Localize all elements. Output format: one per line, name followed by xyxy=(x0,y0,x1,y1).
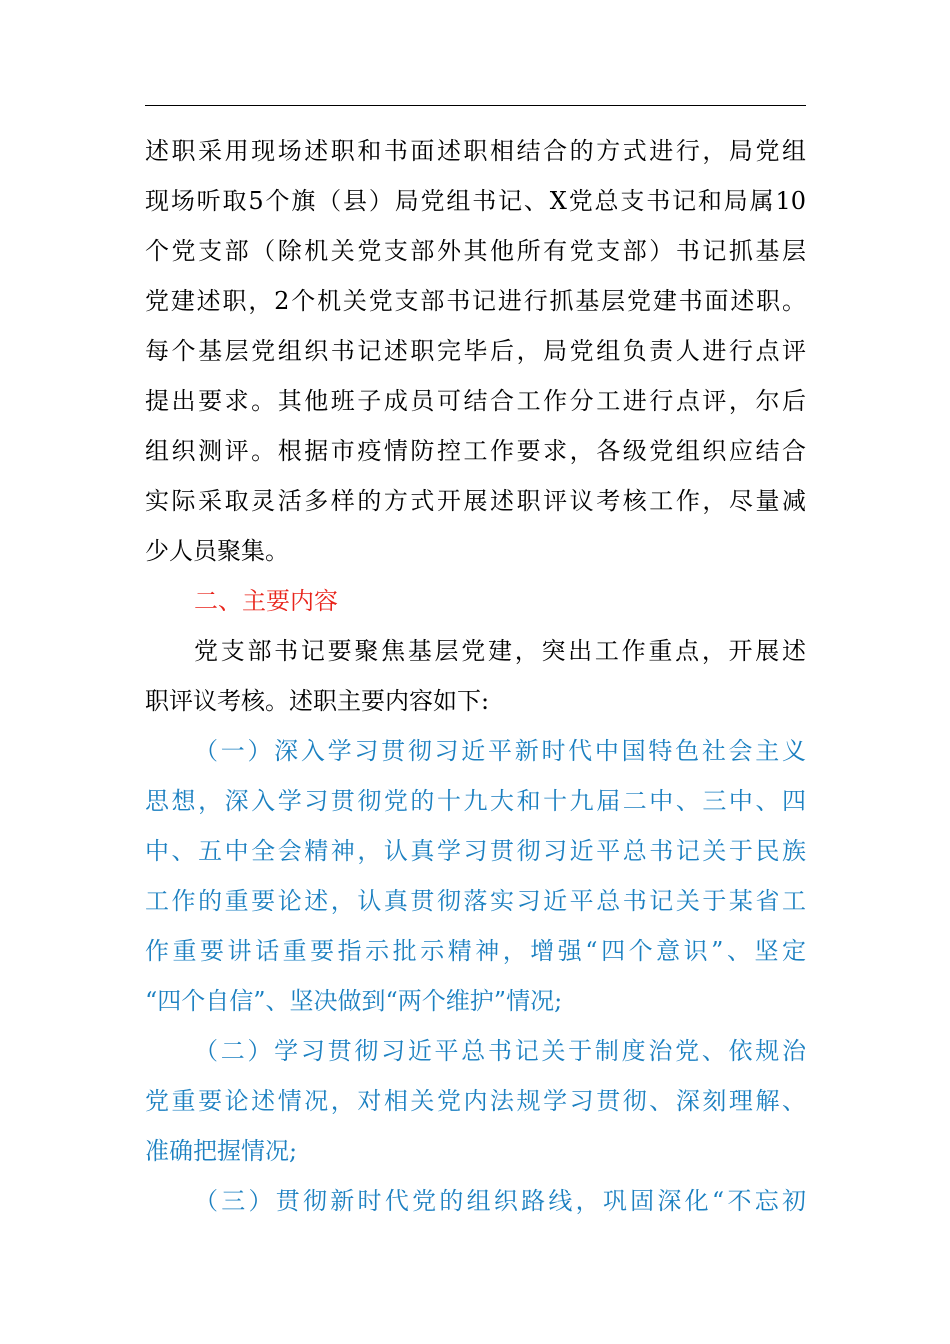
item-line: 中、五中全会精神，认真学习贯彻习近平总书记关于民族 xyxy=(145,837,806,865)
item-line: 党重要论述情况，对相关党内法规学习贯彻、深刻理解、 xyxy=(145,1087,806,1115)
body-line: 每个基层党组织书记述职完毕后，局党组负责人进行点评 xyxy=(145,337,806,365)
body-line: 实际采取灵活多样的方式开展述职评议考核工作，尽量减 xyxy=(145,487,806,515)
body-line: 提出要求。其他班子成员可结合工作分工进行点评，尔后 xyxy=(145,387,806,415)
body-line: 党建述职，2个机关党支部书记进行抓基层党建书面述职。 xyxy=(145,287,806,315)
section-heading: 二、主要内容 xyxy=(194,587,338,615)
body-line: 职评议考核。述职主要内容如下: xyxy=(145,687,490,715)
item-line: 思想，深入学习贯彻党的十九大和十九届二中、三中、四 xyxy=(145,787,806,815)
body-line: 现场听取5个旗（县）局党组书记、X党总支书记和局属10 xyxy=(145,187,806,215)
item-line: （三）贯彻新时代党的组织路线，巩固深化“不忘初 xyxy=(194,1187,806,1215)
body-line: 党支部书记要聚焦基层党建，突出工作重点，开展述 xyxy=(194,637,806,665)
item-line: 工作的重要论述，认真贯彻落实习近平总书记关于某省工 xyxy=(145,887,806,915)
document-body xyxy=(145,126,806,1226)
body-line: 个党支部（除机关党支部外其他所有党支部）书记抓基层 xyxy=(145,237,806,265)
header-rule xyxy=(145,105,806,106)
body-line: 组织测评。根据市疫情防控工作要求，各级党组织应结合 xyxy=(145,437,806,465)
item-line: （一）深入学习贯彻习近平新时代中国特色社会主义 xyxy=(194,737,806,765)
body-line: 少人员聚集。 xyxy=(145,537,289,565)
item-line: “四个自信”、坚决做到“两个维护”情况; xyxy=(145,987,563,1015)
item-line: 准确把握情况; xyxy=(145,1137,298,1165)
item-line: （二）学习贯彻习近平总书记关于制度治党、依规治 xyxy=(194,1037,806,1065)
item-line: 作重要讲话重要指示批示精神，增强“四个意识”、坚定 xyxy=(145,937,806,965)
body-line: 述职采用现场述职和书面述职相结合的方式进行，局党组 xyxy=(145,137,806,165)
